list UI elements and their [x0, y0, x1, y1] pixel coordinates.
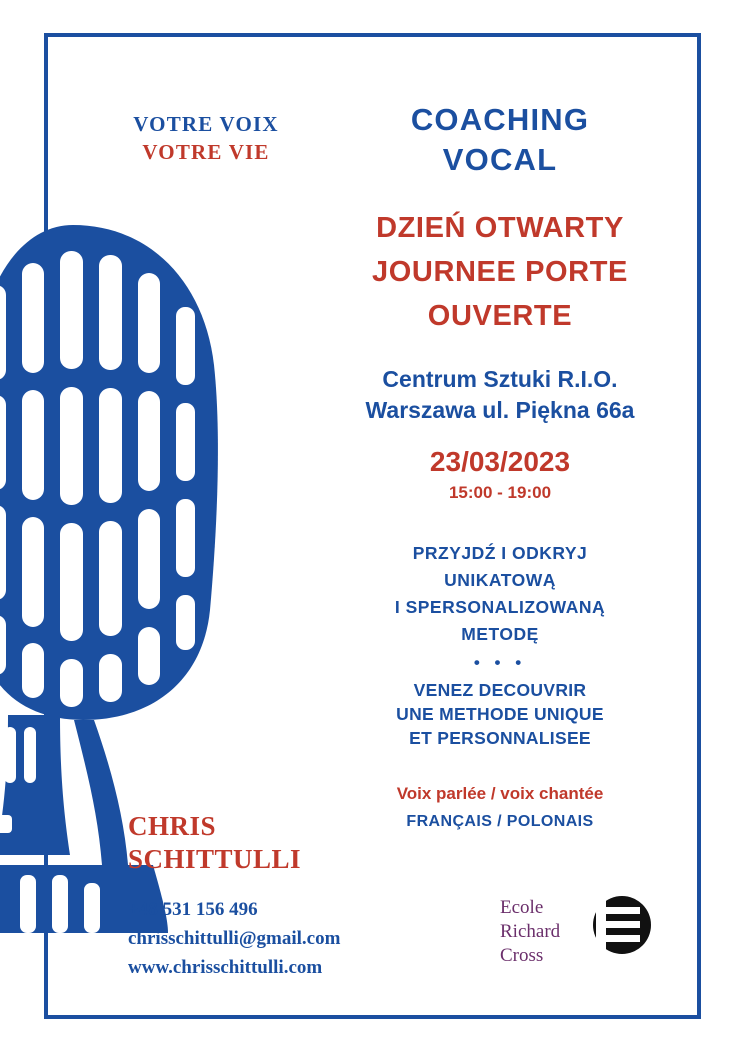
languages-line: FRANÇAIS / POLONAIS — [406, 813, 594, 830]
coach-name — [128, 810, 358, 876]
school-logo — [500, 890, 660, 980]
event-headline-line-2: JOURNEE PORTE — [372, 256, 628, 288]
main-content-column — [300, 100, 700, 836]
dot-separator: • • • — [473, 653, 527, 672]
method-pl-line-4: METODĘ — [461, 624, 539, 644]
method-text-french — [300, 678, 700, 750]
venue-name: Centrum Sztuki R.I.O. — [382, 366, 618, 392]
method-fr-line-2: UNE METHODE UNIQUE — [396, 704, 604, 724]
contact-email[interactable]: chrisschittulli@gmail.com — [128, 928, 341, 949]
event-headline-line-1: DZIEŃ OTWARTY — [376, 212, 624, 244]
tagline — [96, 110, 316, 166]
coach-last-name: SCHITTULLI — [128, 844, 302, 874]
coach-first-name: CHRIS — [128, 811, 217, 841]
event-headline-line-3: OUVERTE — [427, 300, 573, 332]
venue-block — [300, 364, 700, 426]
event-headline — [300, 206, 700, 338]
school-logo-text — [500, 896, 590, 968]
school-logo-line-1: Ecole — [500, 897, 544, 918]
method-fr-line-3: ET PERSONNALISEE — [409, 728, 591, 748]
school-logo-mark-icon — [592, 894, 652, 961]
event-time: 15:00 - 19:00 — [448, 483, 552, 502]
method-pl-line-2: UNIKATOWĄ — [444, 570, 556, 590]
coaching-title-line-1: COACHING — [410, 102, 590, 137]
tagline-line-2: VOTRE VIE — [142, 140, 270, 164]
method-pl-line-3: I SPERSONALIZOWANĄ — [394, 597, 606, 617]
method-pl-line-1: PRZYJDŹ I ODKRYJ — [412, 543, 588, 563]
event-date: 23/03/2023 — [429, 446, 571, 477]
method-fr-line-1: VENEZ DECOUVRIR — [413, 680, 587, 700]
contact-block — [128, 895, 428, 982]
contact-phone[interactable]: +48 531 156 496 — [128, 899, 258, 920]
tagline-line-1: VOTRE VOIX — [133, 112, 279, 136]
coaching-title — [300, 100, 700, 180]
contact-website[interactable]: www.chrisschittulli.com — [128, 957, 323, 978]
school-logo-line-2: Richard — [500, 921, 561, 942]
school-logo-line-3: Cross — [500, 945, 544, 966]
coaching-title-line-2: VOCAL — [442, 142, 558, 177]
method-text-polish — [300, 540, 700, 648]
venue-address: Warszawa ul. Piękna 66a — [365, 397, 635, 423]
voice-services-line: Voix parlée / voix chantée — [396, 784, 604, 803]
